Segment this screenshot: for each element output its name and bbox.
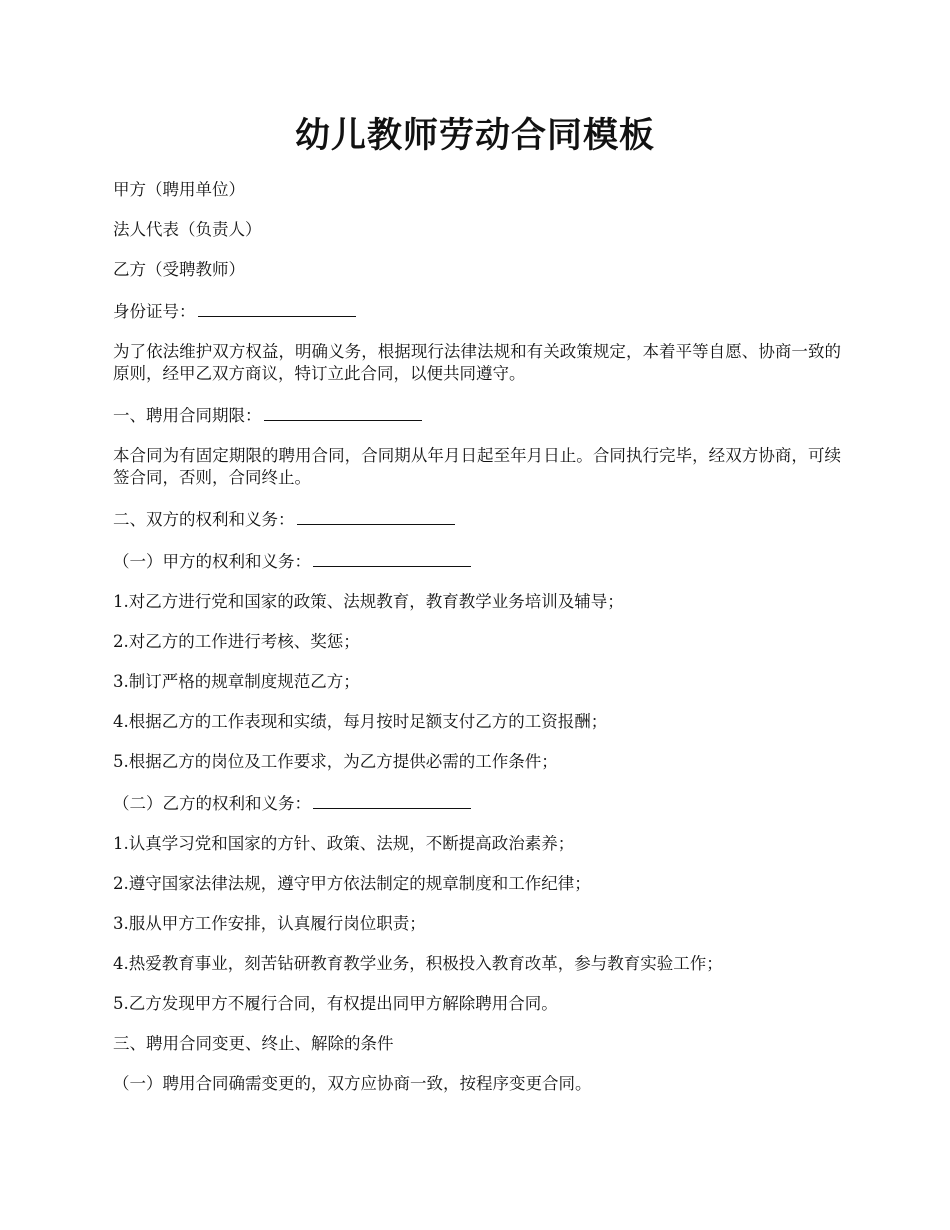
paragraph <box>113 993 841 1015</box>
paragraph-text: 法人代表（负责人） <box>113 220 262 239</box>
paragraph <box>113 507 841 531</box>
paragraph <box>113 833 841 855</box>
paragraph <box>113 219 841 241</box>
paragraph <box>113 953 841 975</box>
paragraph <box>113 751 841 773</box>
paragraph <box>113 591 841 613</box>
paragraph <box>113 671 841 693</box>
paragraph <box>113 631 841 653</box>
paragraph-text: 二、双方的权利和义务： <box>113 510 295 529</box>
paragraph-text: 三、聘用合同变更、终止、解除的条件 <box>113 1034 394 1053</box>
paragraph-text: 3.制订严格的规章制度规范乙方； <box>113 672 360 691</box>
paragraph <box>113 445 841 489</box>
paragraph-text: 1.认真学习党和国家的方针、政策、法规，不断提高政治素养； <box>113 834 575 853</box>
paragraph-text: 甲方（聘用单位） <box>113 180 245 199</box>
fill-in-blank-line <box>313 791 471 809</box>
paragraph-text: 4.热爱教育事业，刻苦钻研教育教学业务，积极投入教育改革，参与教育实验工作； <box>113 954 723 973</box>
paragraph <box>113 299 841 323</box>
document-title: 幼儿教师劳动合同模板 <box>294 115 655 156</box>
paragraph <box>113 791 841 815</box>
paragraph-text: 3.服从甲方工作安排，认真履行岗位职责； <box>113 914 426 933</box>
paragraph <box>113 403 841 427</box>
paragraph <box>113 179 841 201</box>
paragraph-text: 2.对乙方的工作进行考核、奖惩； <box>113 632 360 651</box>
paragraph <box>113 341 841 385</box>
paragraph-text: 1.对乙方进行党和国家的政策、法规教育，教育教学业务培训及辅导； <box>113 592 624 611</box>
paragraph-text: 一、聘用合同期限： <box>113 406 262 425</box>
paragraph-text: 4.根据乙方的工作表现和实绩，每月按时足额支付乙方的工资报酬； <box>113 712 608 731</box>
fill-in-blank-line <box>264 403 422 421</box>
paragraph <box>113 1033 841 1055</box>
paragraph <box>113 711 841 733</box>
paragraph-text: 5.根据乙方的岗位及工作要求，为乙方提供必需的工作条件； <box>113 752 558 771</box>
paragraph <box>113 873 841 895</box>
document-body <box>113 179 841 1113</box>
paragraph-text: 5.乙方发现甲方不履行合同，有权提出同甲方解除聘用合同。 <box>113 994 558 1013</box>
paragraph-text: （一）甲方的权利和义务： <box>113 552 311 571</box>
paragraph-text: 身份证号： <box>113 302 196 321</box>
fill-in-blank-line <box>313 549 471 567</box>
paragraph <box>113 259 841 281</box>
paragraph-text: 本合同为有固定期限的聘用合同，合同期从年月日起至年月日止。合同执行完毕，经双方协商，可续签合同，否则，合同终止。 <box>113 446 841 487</box>
fill-in-blank-line <box>198 299 356 317</box>
paragraph <box>113 1073 841 1095</box>
paragraph-text: （一）聘用合同确需变更的，双方应协商一致，按程序变更合同。 <box>113 1074 592 1093</box>
paragraph-text: 2.遵守国家法律法规，遵守甲方依法制定的规章制度和工作纪律； <box>113 874 591 893</box>
paragraph-text: 乙方（受聘教师） <box>113 260 245 279</box>
paragraph-text: （二）乙方的权利和义务： <box>113 794 311 813</box>
fill-in-blank-line <box>297 507 455 525</box>
paragraph <box>113 913 841 935</box>
paragraph-text: 为了依法维护双方权益，明确义务，根据现行法律法规和有关政策规定，本着平等自愿、协商一致的原则，经甲乙双方商议，特订立此合同，以便共同遵守。 <box>113 342 841 383</box>
paragraph <box>113 549 841 573</box>
